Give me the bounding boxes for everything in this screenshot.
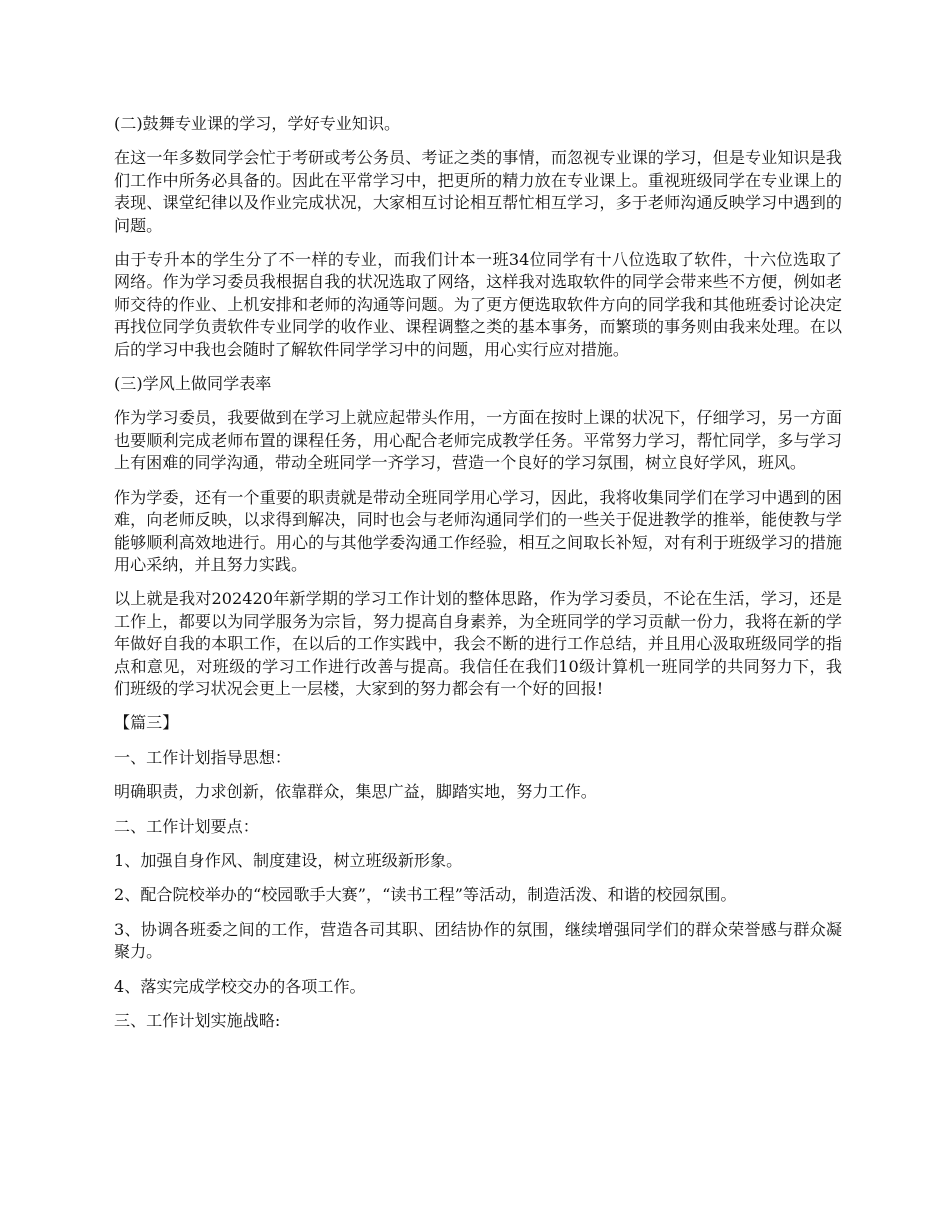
paragraph-summary: 以上就是我对202420年新学期的学习工作计划的整体思路，作为学习委员，不论在生活，学习，还是工作上，都要以为同学服务为宗旨，努力提高自身素养，为全班同学的学习贡献一份力，我将在新的学年做好自我的本职工作，在以后的工作实践中，我会不断的进行工作总结，并且用心汲取班级同学的指点和意见，对班级的学习工作进行改善与提高。我信任在我们10级计算机一班同学的共同努力下，我们班级的学习状况会更上一层楼，大家到的努力都会有一个好的回报! — [114, 589, 842, 698]
paragraph-key-point-1: 1、加强自身作风、制度建设，树立班级新形象。 — [114, 850, 463, 870]
document-page — [114, 113, 842, 1044]
paragraph-guiding-thought: 明确职责，力求创新，依靠群众，集思广益，脚踏实地，努力工作。 — [114, 782, 597, 802]
paragraph-key-point-3: 3、协调各班委之间的工作，营造各司其职、团结协作的氛围，继续增强同学们的群众荣誉感与群众凝聚力。 — [114, 919, 842, 962]
paragraph-role-model: 作为学习委员，我要做到在学习上就应起带头作用，一方面在按时上课的状况下，仔细学习，另一方面也要顺利完成老师布置的课程任务，用心配合老师完成教学任务。平常努力学习，帮忙同学，多与学习上有困难的同学沟通，带动全班同学一齐学习，营造一个良好的学习氛围，树立良好学风，班风。 — [114, 408, 842, 473]
paragraph-professional-study: 在这一年多数同学会忙于考研或考公务员、考证之类的事情，而忽视专业课的学习，但是专业知识是我们工作中所务必具备的。因此在平常学习中，把更所的精力放在专业课上。重视班级同学在专业课上的表现、课堂纪律以及作业完成状况，大家相互讨论相互帮忙相互学习，多于老师沟通反映学习中遇到的问题。 — [114, 148, 842, 235]
paragraph-major-split: 由于专升本的学生分了不一样的专业，而我们计本一班34位同学有十八位选取了软件，十六位选取了网络。作为学习委员我根据自我的状况选取了网络，这样我对选取软件的同学会带来些不方便，例如老师交待的作业、上机安排和老师的沟通等问题。为了更方便选取软件方向的同学我和其他班委讨论决定再找位同学负责软件专业同学的收作业、课程调整之类的基本事务，而繁琐的事务则由我来处理。在以后的学习中我也会随时了解软件同学学习中的问题，用心实行应对措施。 — [114, 250, 842, 359]
paragraph-key-points-heading: 二、工作计划要点： — [114, 816, 259, 836]
paragraph-key-point-4: 4、落实完成学校交办的各项工作。 — [114, 976, 366, 996]
paragraph-strategy-heading: 三、工作计划实施战略: — [114, 1011, 281, 1030]
paragraph-duties: 作为学委，还有一个重要的职责就是带动全班同学用心学习，因此，我将收集同学们在学习中遇到的困难，向老师反映，以求得到解决，同时也会与老师沟通同学们的一些关于促进教学的推举，能使教与学能够顺利高效地进行。用心的与其他学委沟通工作经验，相互之间取长补短，对有利于班级学习的措施用心采纳，并且努力实践。 — [114, 487, 842, 574]
paragraph-guiding-thought-heading: 一、工作计划指导思想： — [114, 747, 292, 767]
paragraph-section-3-heading: (三)学风上做同学表率 — [114, 374, 272, 394]
paragraph-part-three-heading: 【篇三】 — [114, 713, 179, 733]
paragraph-section-2-heading: (二)鼓舞专业课的学习，学好专业知识。 — [114, 114, 401, 133]
paragraph-key-point-2: 2、配合院校举办的“校园歌手大赛”，“读书工程”等活动，制造活泼、和谐的校园氛围。 — [114, 885, 737, 905]
